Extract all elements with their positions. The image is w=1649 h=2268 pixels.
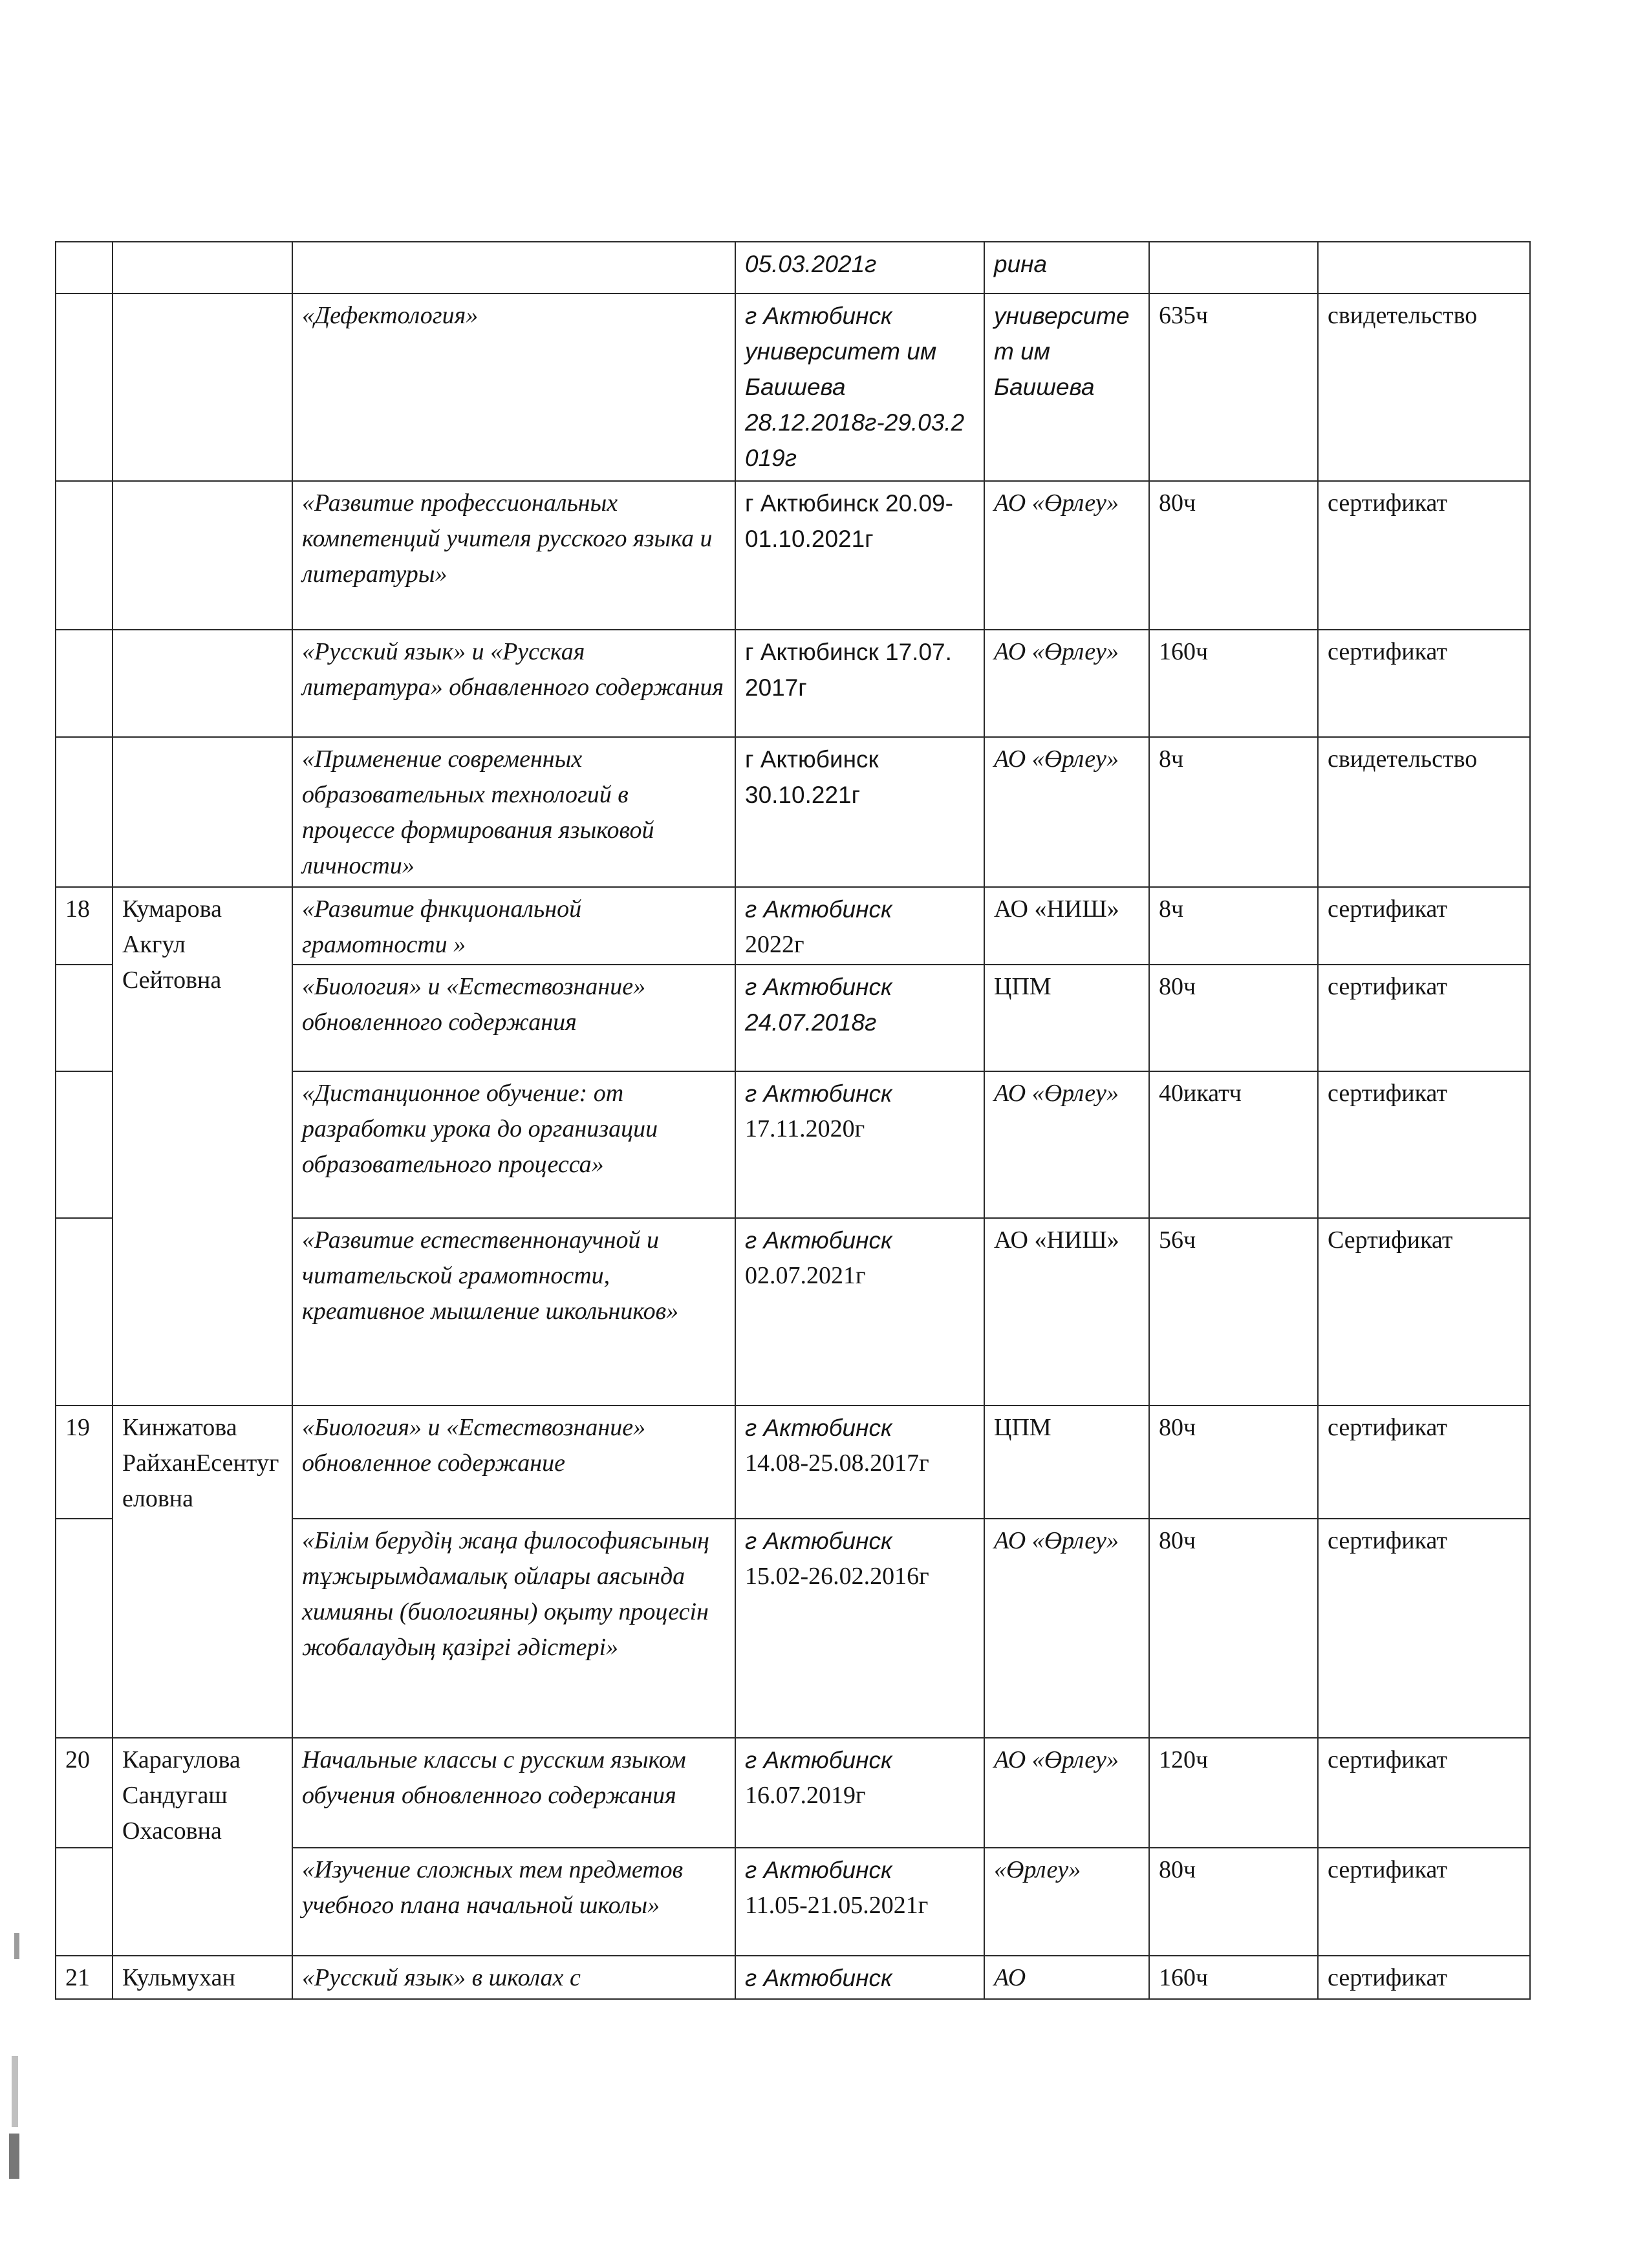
cell-place <box>735 1519 984 1738</box>
cell-place <box>735 1406 984 1519</box>
cell-num <box>56 630 113 737</box>
cell-num <box>56 242 113 294</box>
cell-org: АО «Өрлеу» <box>984 1071 1149 1218</box>
cell-hours: 80ч <box>1149 1848 1318 1956</box>
cell-num <box>56 965 113 1071</box>
cell-name: Кульмухан <box>113 1956 292 1999</box>
cell-course: «Изучение сложных тем предметов учебного плана начальной школы» <box>292 1848 735 1956</box>
table-row <box>56 481 1530 630</box>
cell-course: «Биология» и «Естествознание» обновленное содержание <box>292 1406 735 1519</box>
cell-place: г Актюбинск 17.07. 2017г <box>735 630 984 737</box>
cell-doc: сертификат <box>1318 1071 1530 1218</box>
table-row <box>56 1406 1530 1519</box>
cell-hours: 120ч <box>1149 1738 1318 1848</box>
cell-hours: 8ч <box>1149 737 1318 887</box>
cell-course: «Развитие профессиональных компетенций учителя русского языка и литературы» <box>292 481 735 630</box>
cell-org: АО «Өрлеу» <box>984 1738 1149 1848</box>
cell-doc: свидетельство <box>1318 294 1530 481</box>
cell-num <box>56 1071 113 1218</box>
cell-num <box>56 1218 113 1406</box>
cell-place: г Актюбинск 30.10.221г <box>735 737 984 887</box>
cell-course: «Развитие естественнонаучной и читательской грамотности, креативное мышление школьников» <box>292 1218 735 1406</box>
cell-org: АО «Өрлеу» <box>984 481 1149 630</box>
cell-num <box>56 737 113 887</box>
cell-num: 19 <box>56 1406 113 1519</box>
cell-doc: сертификат <box>1318 1738 1530 1848</box>
cell-place: 05.03.2021г <box>735 242 984 294</box>
cell-hours <box>1149 242 1318 294</box>
place-city: г Актюбинск <box>745 1857 892 1883</box>
scan-artifact <box>14 1933 19 1959</box>
place-date: 02.07.2021г <box>745 1262 866 1289</box>
cell-place: г Актюбинск <box>735 1956 984 1999</box>
place-city: г Актюбинск <box>745 1227 892 1254</box>
cell-course: «Биология» и «Естествознание» обновленного содержания <box>292 965 735 1071</box>
table-row <box>56 1738 1530 1848</box>
cell-num <box>56 1848 113 1956</box>
cell-course: «Развитие фнкциональной грамотности » <box>292 887 735 965</box>
cell-course: Начальные классы с русским языком обучения обновленного содержания <box>292 1738 735 1848</box>
cell-num <box>56 1519 113 1738</box>
cell-name: Кумарова Акгул Сейтовна <box>113 887 292 1406</box>
cell-hours: 80ч <box>1149 965 1318 1071</box>
cell-doc: свидетельство <box>1318 737 1530 887</box>
cell-course: «Білім берудің жаңа философиясының тұжырымдамалық ойлары аясында химияны (биологияны) оқыту процесін жобалаудың қазіргі әдістері» <box>292 1519 735 1738</box>
cell-place <box>735 1738 984 1848</box>
cell-doc <box>1318 242 1530 294</box>
cell-org: «Өрлеу» <box>984 1848 1149 1956</box>
cell-place <box>735 1218 984 1406</box>
cell-place: г Актюбинск университет им Баишева 28.12.2018г-29.03.2019г <box>735 294 984 481</box>
place-city: г Актюбинск <box>745 1080 892 1107</box>
courses-table <box>55 241 1531 2000</box>
place-date: 15.02-26.02.2016г <box>745 1563 929 1590</box>
place-date: 11.05-21.05.2021г <box>745 1892 929 1919</box>
cell-num: 21 <box>56 1956 113 1999</box>
cell-org: ЦПМ <box>984 965 1149 1071</box>
cell-org: АО «НИШ» <box>984 887 1149 965</box>
cell-place: г Актюбинск 20.09-01.10.2021г <box>735 481 984 630</box>
cell-org: рина <box>984 242 1149 294</box>
table-row <box>56 242 1530 294</box>
cell-name <box>113 294 292 481</box>
table-row <box>56 630 1530 737</box>
cell-name <box>113 481 292 630</box>
cell-doc: сертификат <box>1318 1956 1530 1999</box>
cell-name <box>113 737 292 887</box>
cell-doc: сертификат <box>1318 630 1530 737</box>
cell-name <box>113 630 292 737</box>
cell-num: 18 <box>56 887 113 965</box>
cell-doc: сертификат <box>1318 887 1530 965</box>
cell-course: «Русский язык» в школах с <box>292 1956 735 1999</box>
cell-hours: 8ч <box>1149 887 1318 965</box>
cell-doc: сертификат <box>1318 1519 1530 1738</box>
cell-org: АО «Өрлеу» <box>984 737 1149 887</box>
cell-org: университет им Баишева <box>984 294 1149 481</box>
cell-num <box>56 481 113 630</box>
cell-name: Кинжатова РайханЕсентугеловна <box>113 1406 292 1738</box>
cell-place <box>735 1071 984 1218</box>
place-city: г Актюбинск <box>745 896 892 923</box>
cell-name <box>113 242 292 294</box>
cell-place: г Актюбинск 24.07.2018г <box>735 965 984 1071</box>
cell-doc: сертификат <box>1318 481 1530 630</box>
cell-org: ЦПМ <box>984 1406 1149 1519</box>
cell-hours: 635ч <box>1149 294 1318 481</box>
place-city: г Актюбинск <box>745 1528 892 1554</box>
cell-org: АО «НИШ» <box>984 1218 1149 1406</box>
cell-num <box>56 294 113 481</box>
cell-doc: Сертификат <box>1318 1218 1530 1406</box>
cell-hours: 160ч <box>1149 630 1318 737</box>
table-row <box>56 294 1530 481</box>
place-city: г Актюбинск <box>745 1415 892 1441</box>
table-row <box>56 737 1530 887</box>
place-city: г Актюбинск <box>745 1747 892 1773</box>
cell-place <box>735 887 984 965</box>
cell-course: «Русский язык» и «Русская литература» обнавленного содержания <box>292 630 735 737</box>
cell-course: «Дефектология» <box>292 294 735 481</box>
cell-place <box>735 1848 984 1956</box>
cell-course: «Применение современных образовательных технологий в процессе формирования языковой личности» <box>292 737 735 887</box>
cell-num: 20 <box>56 1738 113 1848</box>
scan-artifact <box>9 2134 19 2179</box>
cell-org: АО «Өрлеу» <box>984 1519 1149 1738</box>
cell-hours: 80ч <box>1149 1406 1318 1519</box>
cell-hours: 80ч <box>1149 481 1318 630</box>
place-date: 17.11.2020г <box>745 1115 865 1142</box>
cell-doc: сертификат <box>1318 1406 1530 1519</box>
table-row <box>56 1956 1530 1999</box>
place-date: 16.07.2019г <box>745 1782 866 1809</box>
cell-course <box>292 242 735 294</box>
place-date: 14.08-25.08.2017г <box>745 1450 929 1477</box>
cell-hours: 80ч <box>1149 1519 1318 1738</box>
cell-org: АО <box>984 1956 1149 1999</box>
cell-name: Карагулова Сандугаш Охасовна <box>113 1738 292 1956</box>
place-date: 2022г <box>745 931 804 958</box>
cell-hours: 40икатч <box>1149 1071 1318 1218</box>
table-row <box>56 887 1530 965</box>
cell-org: АО «Өрлеу» <box>984 630 1149 737</box>
scan-artifact <box>12 2056 18 2127</box>
cell-hours: 56ч <box>1149 1218 1318 1406</box>
cell-course: «Дистанционное обучение: от разработки урока до организации образовательного процесса» <box>292 1071 735 1218</box>
cell-hours: 160ч <box>1149 1956 1318 1999</box>
cell-doc: сертификат <box>1318 965 1530 1071</box>
cell-doc: сертификат <box>1318 1848 1530 1956</box>
